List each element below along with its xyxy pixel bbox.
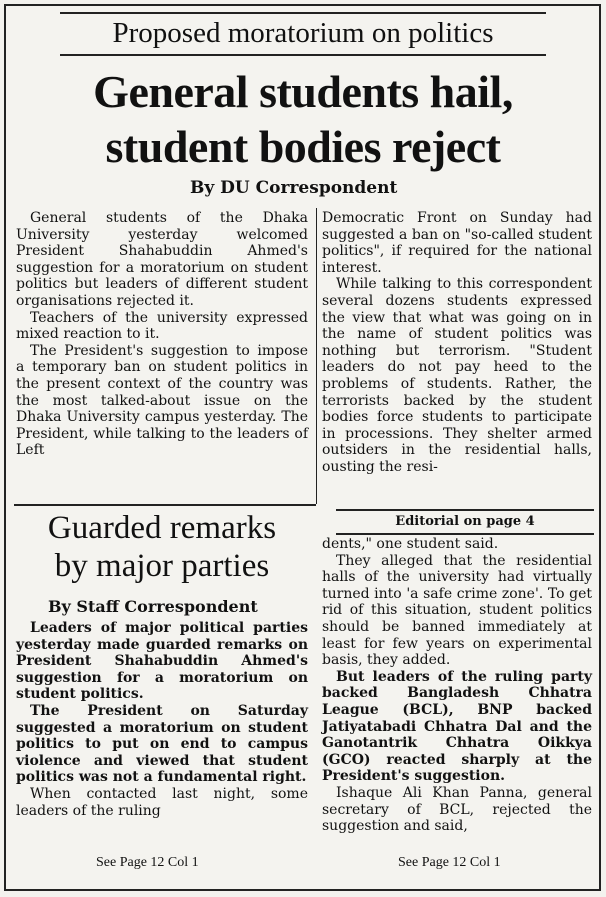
main-paragraph: Democratic Front on Sunday had suggested a ban on "so-called student politics", if required for the national interest. [322,210,592,276]
main-headline-line-1: General students hail, [93,66,513,117]
second-headline-line-2: by major parties [54,548,270,584]
kicker-headline: Proposed moratorium on politics [60,12,546,56]
section-rule [14,504,316,506]
main-paragraph: They alleged that the residential halls of the university had virtually turned into 'a safe crime zone'. To get rid of this situation, student politics should be banned immediately at least for few years on experimental basis, they added. [322,552,592,669]
main-story-column-2 [322,210,592,476]
second-headline-line-1: Guarded remarks [47,510,277,546]
main-story-column-1 [16,210,308,459]
column-divider [316,208,317,504]
main-byline: By DU Correspondent [190,178,398,198]
second-paragraph: When contacted last night, some leaders of the ruling [16,785,308,819]
continued-note-right: See Page 12 Col 1 [398,855,501,870]
main-paragraph: General students of the Dhaka University yesterday welcomed President Shahabuddin Ahmed's suggestion for a moratorium on student politics but leaders of different student organisations rejected it. [16,210,308,309]
second-paragraph: Leaders of major political parties yesterday made guarded remarks on President Shahabuddin Ahmed's suggestion for a moratorium on student politics. [16,620,308,703]
main-paragraph: Ishaque Ali Khan Panna, general secretary of BCL, rejected the suggestion and said, [322,784,592,835]
main-paragraph: But leaders of the ruling party backed Bangladesh Chhatra League (BCL), BNP backed Jatiyatabadi Chhatra Dal and the Ganotantrik Chhatra Oikkya (GCO) reacted sharply at the President's suggestion. [322,668,592,785]
second-byline: By Staff Correspondent [48,597,258,616]
main-headline-line-2: student bodies reject [105,121,501,172]
main-paragraph: While talking to this correspondent several dozens students expressed the view that what was going on in the name of student politics was nothing but terrorism. "Student leaders do not pay heed to the problems of students. Rather, the terrorists backed by the student bodies force students to participate in processions. They shelter armed outsiders in the residential halls, ousting the resi- [322,276,592,475]
main-paragraph: The President's suggestion to impose a temporary ban on student politics in the present context of the country was the most talked-about issue on the Dhaka University campus yesterday. The President, while talking to the leaders of Left [16,342,308,459]
main-paragraph: dents," one student said. [322,536,499,552]
main-story-column-2-continued [322,536,592,835]
second-paragraph: The President on Saturday suggested a moratorium on student politics to put on end to campus violence and viewed that student politics was not a fundamental right. [16,702,308,786]
continued-note-left: See Page 12 Col 1 [96,855,199,870]
editorial-reference: Editorial on page 4 [336,509,594,535]
main-paragraph: Teachers of the university expressed mixed reaction to it. [16,309,308,343]
second-story-column [16,620,308,819]
